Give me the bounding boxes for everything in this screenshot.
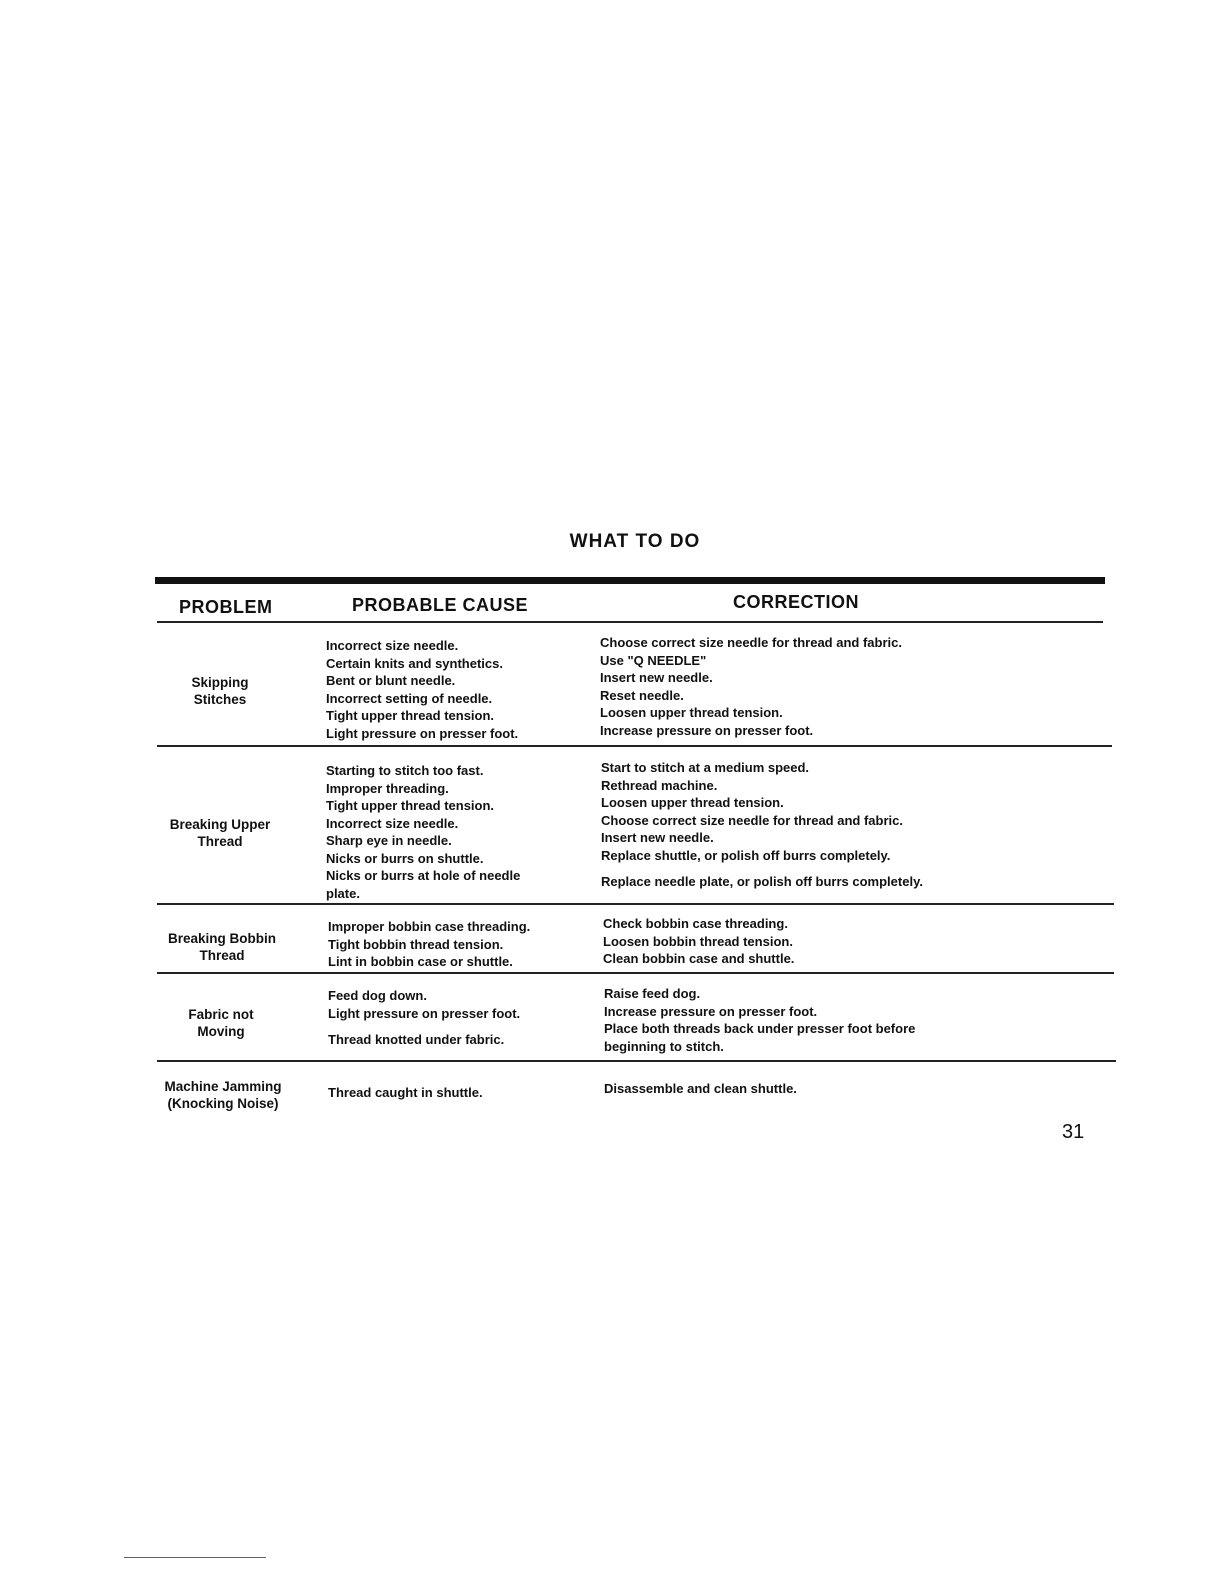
correction-item: Disassemble and clean shuttle. — [604, 1081, 797, 1096]
cause-item: Starting to stitch too fast. — [326, 763, 484, 778]
correction-list — [604, 1080, 797, 1098]
cause-item: Improper threading. — [326, 780, 449, 796]
correction-item: beginning to stitch. — [604, 1038, 724, 1054]
header-divider — [157, 621, 1103, 623]
row-divider — [157, 972, 1114, 974]
cause-list — [328, 987, 520, 1049]
table-top-rule — [155, 577, 1105, 584]
cause-list — [326, 637, 518, 742]
cause-item: Incorrect size needle. — [326, 815, 459, 831]
cause-item: Tight upper thread tension. — [326, 798, 495, 813]
row-divider — [157, 1060, 1116, 1062]
cause-item: Sharp eye in needle. — [326, 833, 452, 848]
correction-list — [603, 915, 794, 968]
page-number: 31 — [1062, 1121, 1085, 1143]
correction-item: Rethread machine. — [601, 777, 718, 793]
correction-item: Clean bobbin case and shuttle. — [603, 951, 795, 966]
cause-item: Bent or blunt needle. — [326, 673, 456, 688]
cause-list — [328, 1084, 483, 1102]
correction-item: Loosen upper thread tension. — [601, 795, 784, 810]
cause-item: Tight bobbin thread tension. — [328, 936, 504, 952]
correction-item: Place both threads back under presser foot before — [604, 1021, 916, 1036]
cause-list — [326, 762, 520, 902]
correction-item: Loosen bobbin thread tension. — [603, 933, 793, 949]
cause-item: Nicks or burrs at hole of needle — [326, 868, 521, 883]
header-probable-cause: PROBABLE CAUSE — [352, 595, 529, 615]
correction-item: Choose correct size needle for thread and fabric. — [600, 635, 902, 650]
problem-breaking-upper-thread — [145, 816, 295, 850]
cause-item: Feed dog down. — [328, 988, 427, 1003]
correction-item: Check bobbin case threading. — [603, 916, 788, 931]
correction-list — [601, 759, 923, 891]
problem-skipping-stitches — [145, 674, 295, 708]
cause-item: Certain knits and synthetics. — [326, 655, 503, 671]
problem-line: Skipping — [191, 675, 249, 690]
cause-item: Incorrect setting of needle. — [326, 690, 493, 706]
correction-item: Choose correct size needle for thread and fabric. — [601, 812, 903, 828]
header-correction: CORRECTION — [733, 592, 859, 612]
correction-item: Raise feed dog. — [604, 986, 701, 1001]
header-problem: PROBLEM — [179, 597, 273, 617]
problem-line: Thread — [197, 834, 243, 849]
cause-item: Nicks or burrs on shuttle. — [326, 850, 484, 866]
correction-item: Increase pressure on presser foot. — [600, 722, 814, 738]
problem-breaking-bobbin-thread — [147, 930, 297, 964]
problem-line: Thread — [199, 948, 245, 963]
row-divider — [157, 903, 1114, 905]
cause-item: Improper bobbin case threading. — [328, 919, 531, 934]
problem-line: Machine Jamming — [164, 1079, 282, 1094]
correction-item: Use "Q NEEDLE" — [600, 652, 707, 668]
problem-line: Stitches — [193, 692, 247, 707]
correction-item: Start to stitch at a medium speed. — [601, 760, 810, 775]
problem-line: Moving — [197, 1024, 245, 1039]
cause-item: Tight upper thread tension. — [326, 708, 495, 723]
correction-item: Reset needle. — [600, 687, 684, 703]
cause-item: Lint in bobbin case or shuttle. — [328, 954, 513, 969]
problem-machine-jamming — [148, 1078, 298, 1112]
page-title: WHAT TO DO — [569, 531, 701, 552]
cause-item: Light pressure on presser foot. — [326, 725, 519, 741]
cause-item: Thread knotted under fabric. — [328, 1032, 505, 1047]
row-divider — [157, 745, 1112, 747]
correction-list — [600, 634, 902, 739]
cause-item: Light pressure on presser foot. — [328, 1005, 521, 1021]
cause-list — [328, 918, 530, 971]
problem-fabric-not-moving — [146, 1006, 296, 1040]
problem-line: Fabric not — [188, 1007, 254, 1022]
correction-item: Replace shuttle, or polish off burrs completely. — [601, 847, 891, 863]
cause-item: Thread caught in shuttle. — [328, 1085, 483, 1100]
problem-line: (Knocking Noise) — [167, 1096, 279, 1111]
cause-item: Incorrect size needle. — [326, 638, 459, 653]
problem-line: Breaking Bobbin — [167, 931, 276, 946]
correction-item: Increase pressure on presser foot. — [604, 1003, 818, 1019]
correction-item: Replace needle plate, or polish off burrs completely. — [601, 874, 923, 889]
correction-list — [604, 985, 915, 1055]
correction-item: Insert new needle. — [600, 670, 713, 685]
bottom-rule — [124, 1557, 266, 1558]
correction-item: Loosen upper thread tension. — [600, 705, 783, 720]
cause-item: plate. — [326, 885, 360, 901]
problem-line: Breaking Upper — [169, 817, 271, 832]
correction-item: Insert new needle. — [601, 830, 714, 845]
